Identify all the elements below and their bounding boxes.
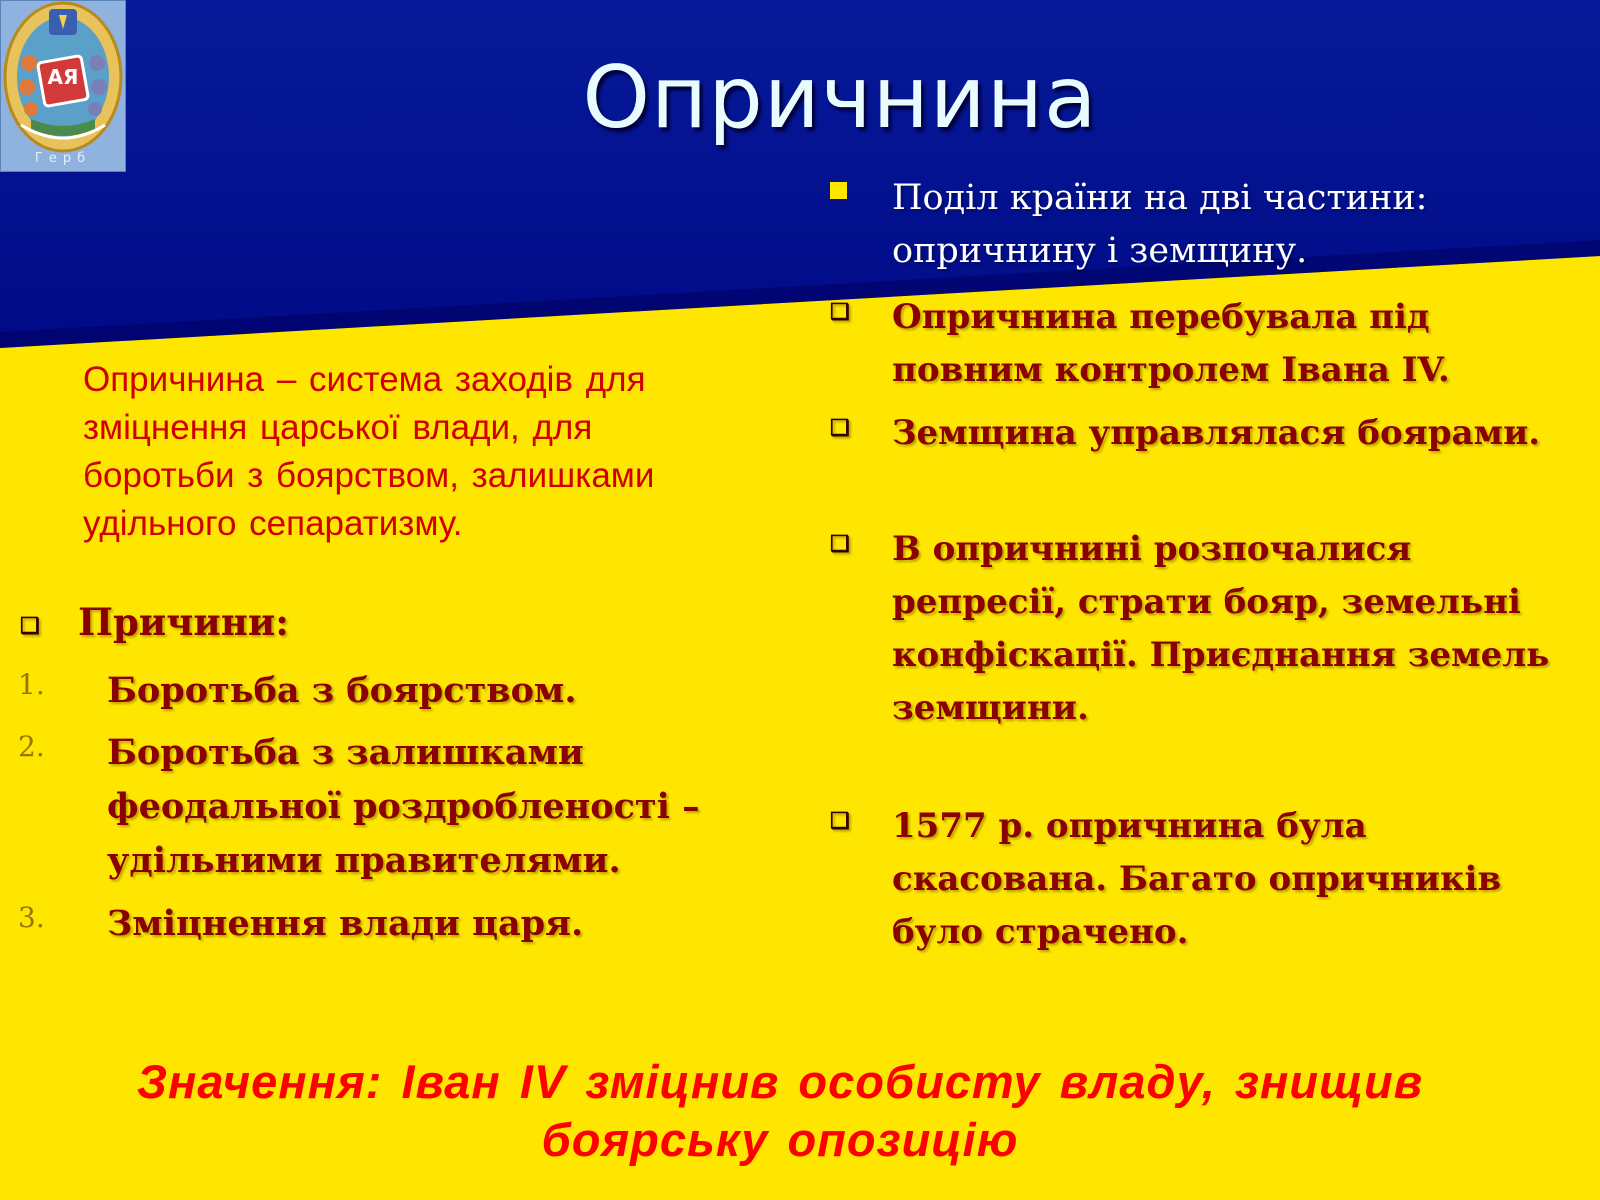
reason-number: 1. — [18, 668, 45, 701]
reason-text: Боротьба з залишками феодальної роздробленості – удільними правителями. — [107, 732, 700, 881]
point-text: Земщина управлялася боярами. — [892, 413, 1541, 453]
checkbox-bullet-icon: ❑ — [830, 808, 850, 834]
definition-text: Опричнина – система заходів для зміцнення царської влади, для боротьби з боярством, залишками удільного сепаратизму. — [83, 360, 655, 543]
summary-text: Значення: Іван IV зміцнив особисту владу, знищив боярську опозицію — [136, 1055, 1424, 1166]
emblem-caption: Герб — [34, 151, 92, 166]
square-bullet-icon — [830, 182, 847, 199]
reasons-heading-text: Причини: — [78, 600, 289, 644]
point-text: Опричнина перебувала під повним контролем Івана IV. — [892, 297, 1450, 390]
point-text: В опричнині розпочалися репресії, страти бояр, земельні конфіскації. Приєднання земель земщини. — [892, 529, 1550, 728]
emblem-letters: АЯ — [47, 65, 79, 89]
checkbox-bullet-icon: ❑ — [830, 531, 850, 557]
reasons-heading — [20, 600, 289, 644]
reason-number: 2. — [18, 730, 45, 763]
checkbox-bullet-icon: ❑ — [830, 415, 850, 441]
reason-text: Боротьба з боярством. — [107, 670, 577, 711]
checkbox-bullet-icon: ❑ — [830, 299, 850, 325]
checkbox-bullet-icon: ❑ — [20, 612, 40, 639]
point-text: Поділ країни на дві частини: опричнину і земщину. — [892, 178, 1428, 271]
slide-title: Опричнина — [582, 48, 1098, 148]
reason-text: Зміцнення влади царя. — [107, 903, 584, 944]
reason-number: 3. — [18, 901, 45, 934]
point-text: 1577 р. опричнина була скасована. Багато опричників було страчено. — [892, 806, 1502, 952]
